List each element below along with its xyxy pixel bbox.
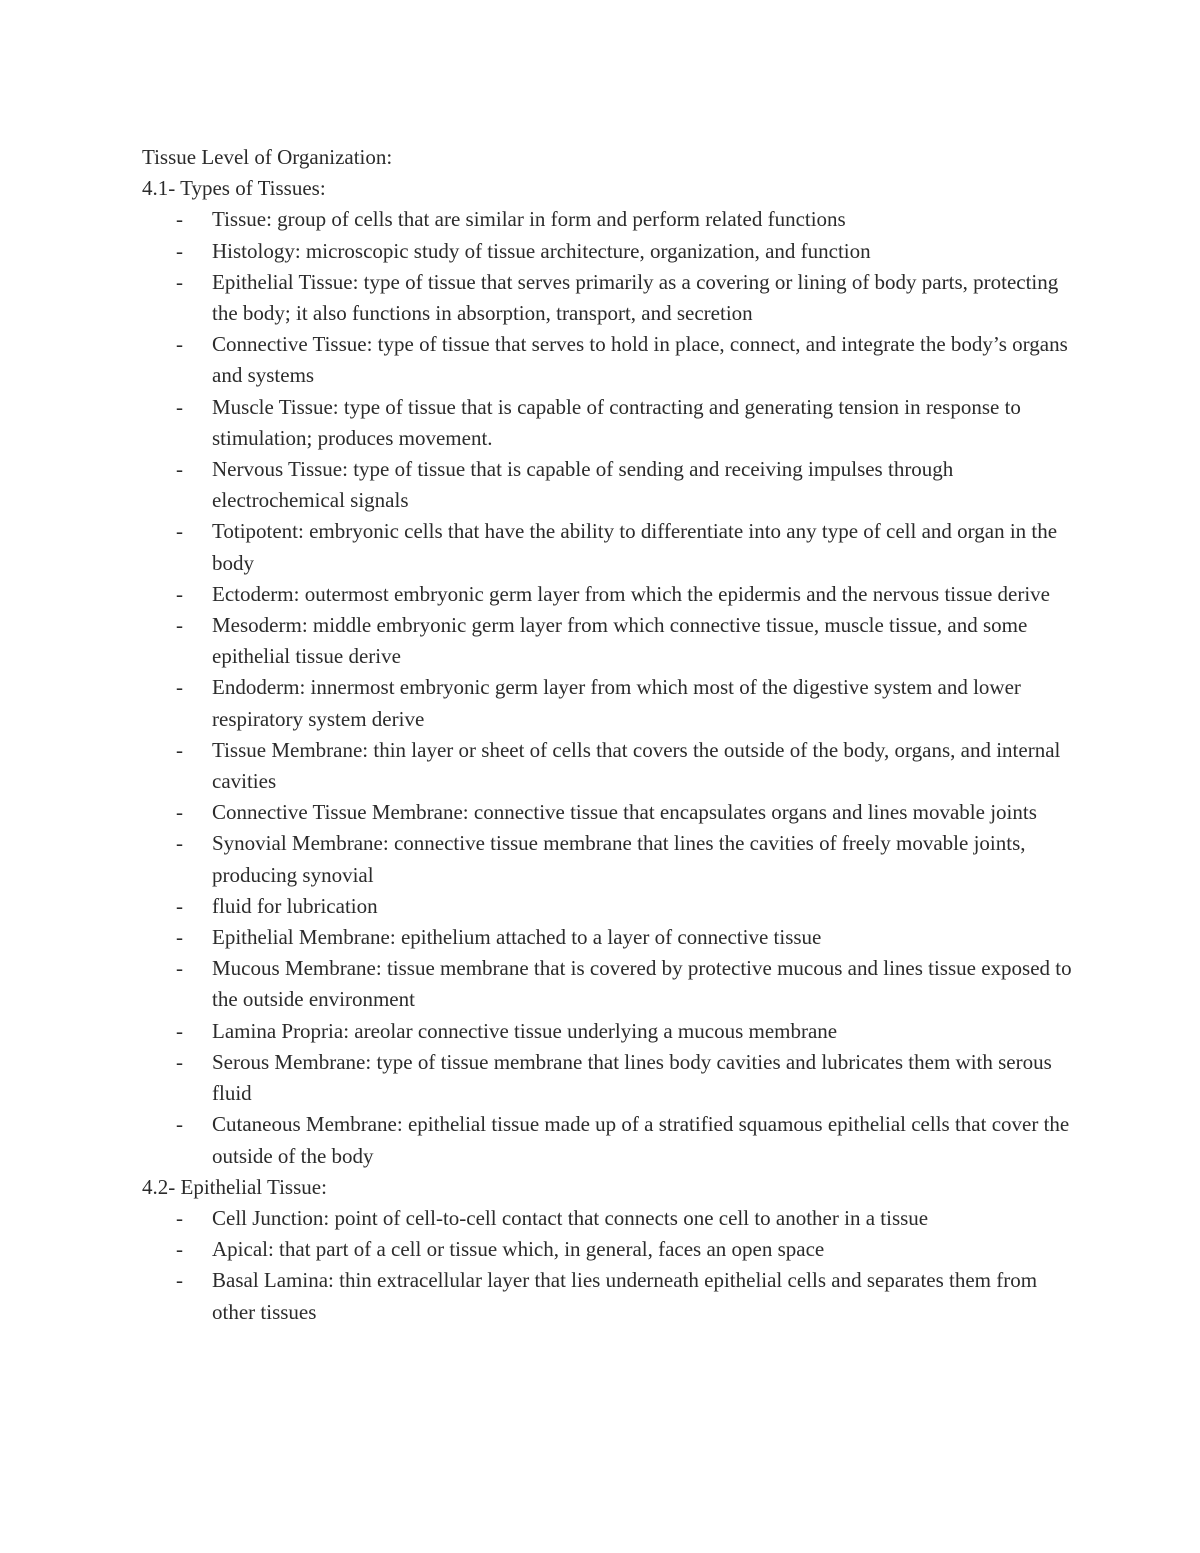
dash-bullet: - [176, 269, 183, 294]
dash-bullet: - [176, 1018, 183, 1043]
dash-bullet: - [176, 956, 183, 981]
list-item-text: Basal Lamina: thin extracellular layer that lies underneath epithelial cells and separates them from other tissues [212, 1268, 1038, 1324]
list-item [142, 953, 1072, 1015]
list-item-text: Histology: microscopic study of tissue architecture, organization, and function [212, 238, 871, 263]
list-item-text: Connective Tissue Membrane: connective tissue that encapsulates organs and lines movable joints [212, 800, 1037, 825]
list-item [142, 267, 1072, 329]
dash-bullet: - [176, 800, 183, 825]
list-item [142, 610, 1072, 672]
list-item-text: Mesoderm: middle embryonic germ layer from which connective tissue, muscle tissue, and some epithelial tissue derive [212, 613, 1028, 669]
dash-bullet: - [176, 581, 183, 606]
list-item [142, 579, 1072, 610]
list-item [142, 922, 1072, 953]
list-item [142, 1265, 1072, 1327]
dash-bullet: - [176, 238, 183, 263]
list-item-text: Muscle Tissue: type of tissue that is capable of contracting and generating tension in response to stimulation; produces movement. [212, 394, 1021, 450]
list-item-text: Cell Junction: point of cell-to-cell contact that connects one cell to another in a tissue [212, 1205, 929, 1230]
section-epithelial-tissue [142, 1172, 1072, 1328]
list-item [142, 797, 1072, 828]
dash-bullet: - [176, 1112, 183, 1137]
document-title: Tissue Level of Organization: [142, 145, 393, 169]
dash-bullet: - [176, 1205, 183, 1230]
list-item-text: Lamina Propria: areolar connective tissue underlying a mucous membrane [212, 1018, 838, 1043]
list-item-text: fluid for lubrication [212, 893, 378, 918]
bullet-list [142, 204, 1072, 1171]
dash-bullet: - [176, 925, 183, 950]
list-item-text: Epithelial Tissue: type of tissue that serves primarily as a covering or lining of body parts, protecting the body; it also functions in absorption, transport, and secretion [212, 269, 1059, 326]
list-item-text: Synovial Membrane: connective tissue membrane that lines the cavities of freely movable joints, producing synovial [212, 831, 1026, 887]
dash-bullet: - [176, 1268, 183, 1293]
list-item [142, 891, 1072, 922]
dash-bullet: - [176, 207, 183, 232]
list-item-text: Endoderm: innermost embryonic germ layer from which most of the digestive system and lower respiratory system derive [212, 675, 1021, 731]
dash-bullet: - [176, 332, 183, 357]
list-item-text: Ectoderm: outermost embryonic germ layer from which the epidermis and the nervous tissue derive [212, 581, 1051, 606]
list-item [142, 672, 1072, 734]
list-item-text: Apical: that part of a cell or tissue which, in general, faces an open space [212, 1237, 825, 1262]
list-item [142, 1203, 1072, 1234]
list-item [142, 1047, 1072, 1109]
list-item [142, 1016, 1072, 1047]
section-heading: 4.1- Types of Tissues: [142, 176, 326, 201]
list-item-text: Totipotent: embryonic cells that have the ability to differentiate into any type of cell and organ in the body [212, 519, 1058, 575]
list-item-text: Epithelial Membrane: epithelium attached to a layer of connective tissue [212, 925, 822, 950]
dash-bullet: - [176, 675, 183, 700]
section-types-of-tissues [142, 173, 1072, 1172]
list-item-text: Connective Tissue: type of tissue that serves to hold in place, connect, and integrate the body’s organs and systems [212, 332, 1068, 388]
list-item-text: Nervous Tissue: type of tissue that is capable of sending and receiving impulses through electrochemical signals [212, 457, 954, 513]
list-item [142, 1109, 1072, 1171]
dash-bullet: - [176, 1049, 183, 1074]
bullet-list [142, 1203, 1072, 1328]
document-body [142, 142, 1072, 1328]
list-item-text: Tissue Membrane: thin layer or sheet of cells that covers the outside of the body, organs, and internal cavities [212, 737, 1061, 794]
section-heading: 4.2- Epithelial Tissue: [142, 1174, 327, 1199]
list-item [142, 735, 1072, 797]
list-item [142, 454, 1072, 516]
dash-bullet: - [176, 394, 183, 419]
list-item-text: Mucous Membrane: tissue membrane that is covered by protective mucous and lines tissue exposed to the outside environment [212, 956, 1072, 1012]
list-item [142, 828, 1072, 890]
dash-bullet: - [176, 457, 183, 482]
dash-bullet: - [176, 613, 183, 638]
list-item-text: Serous Membrane: type of tissue membrane that lines body cavities and lubricates them with serous fluid [212, 1049, 1052, 1106]
list-item [142, 236, 1072, 267]
dash-bullet: - [176, 831, 183, 856]
list-item [142, 516, 1072, 578]
dash-bullet: - [176, 737, 183, 762]
list-item [142, 204, 1072, 235]
dash-bullet: - [176, 893, 183, 918]
list-item-text: Cutaneous Membrane: epithelial tissue made up of a stratified squamous epithelial cells that cover the outside of the body [212, 1112, 1070, 1168]
dash-bullet: - [176, 1237, 183, 1262]
dash-bullet: - [176, 519, 183, 544]
list-item [142, 1234, 1072, 1265]
list-item [142, 392, 1072, 454]
list-item [142, 329, 1072, 391]
list-item-text: Tissue: group of cells that are similar in form and perform related functions [212, 207, 846, 232]
